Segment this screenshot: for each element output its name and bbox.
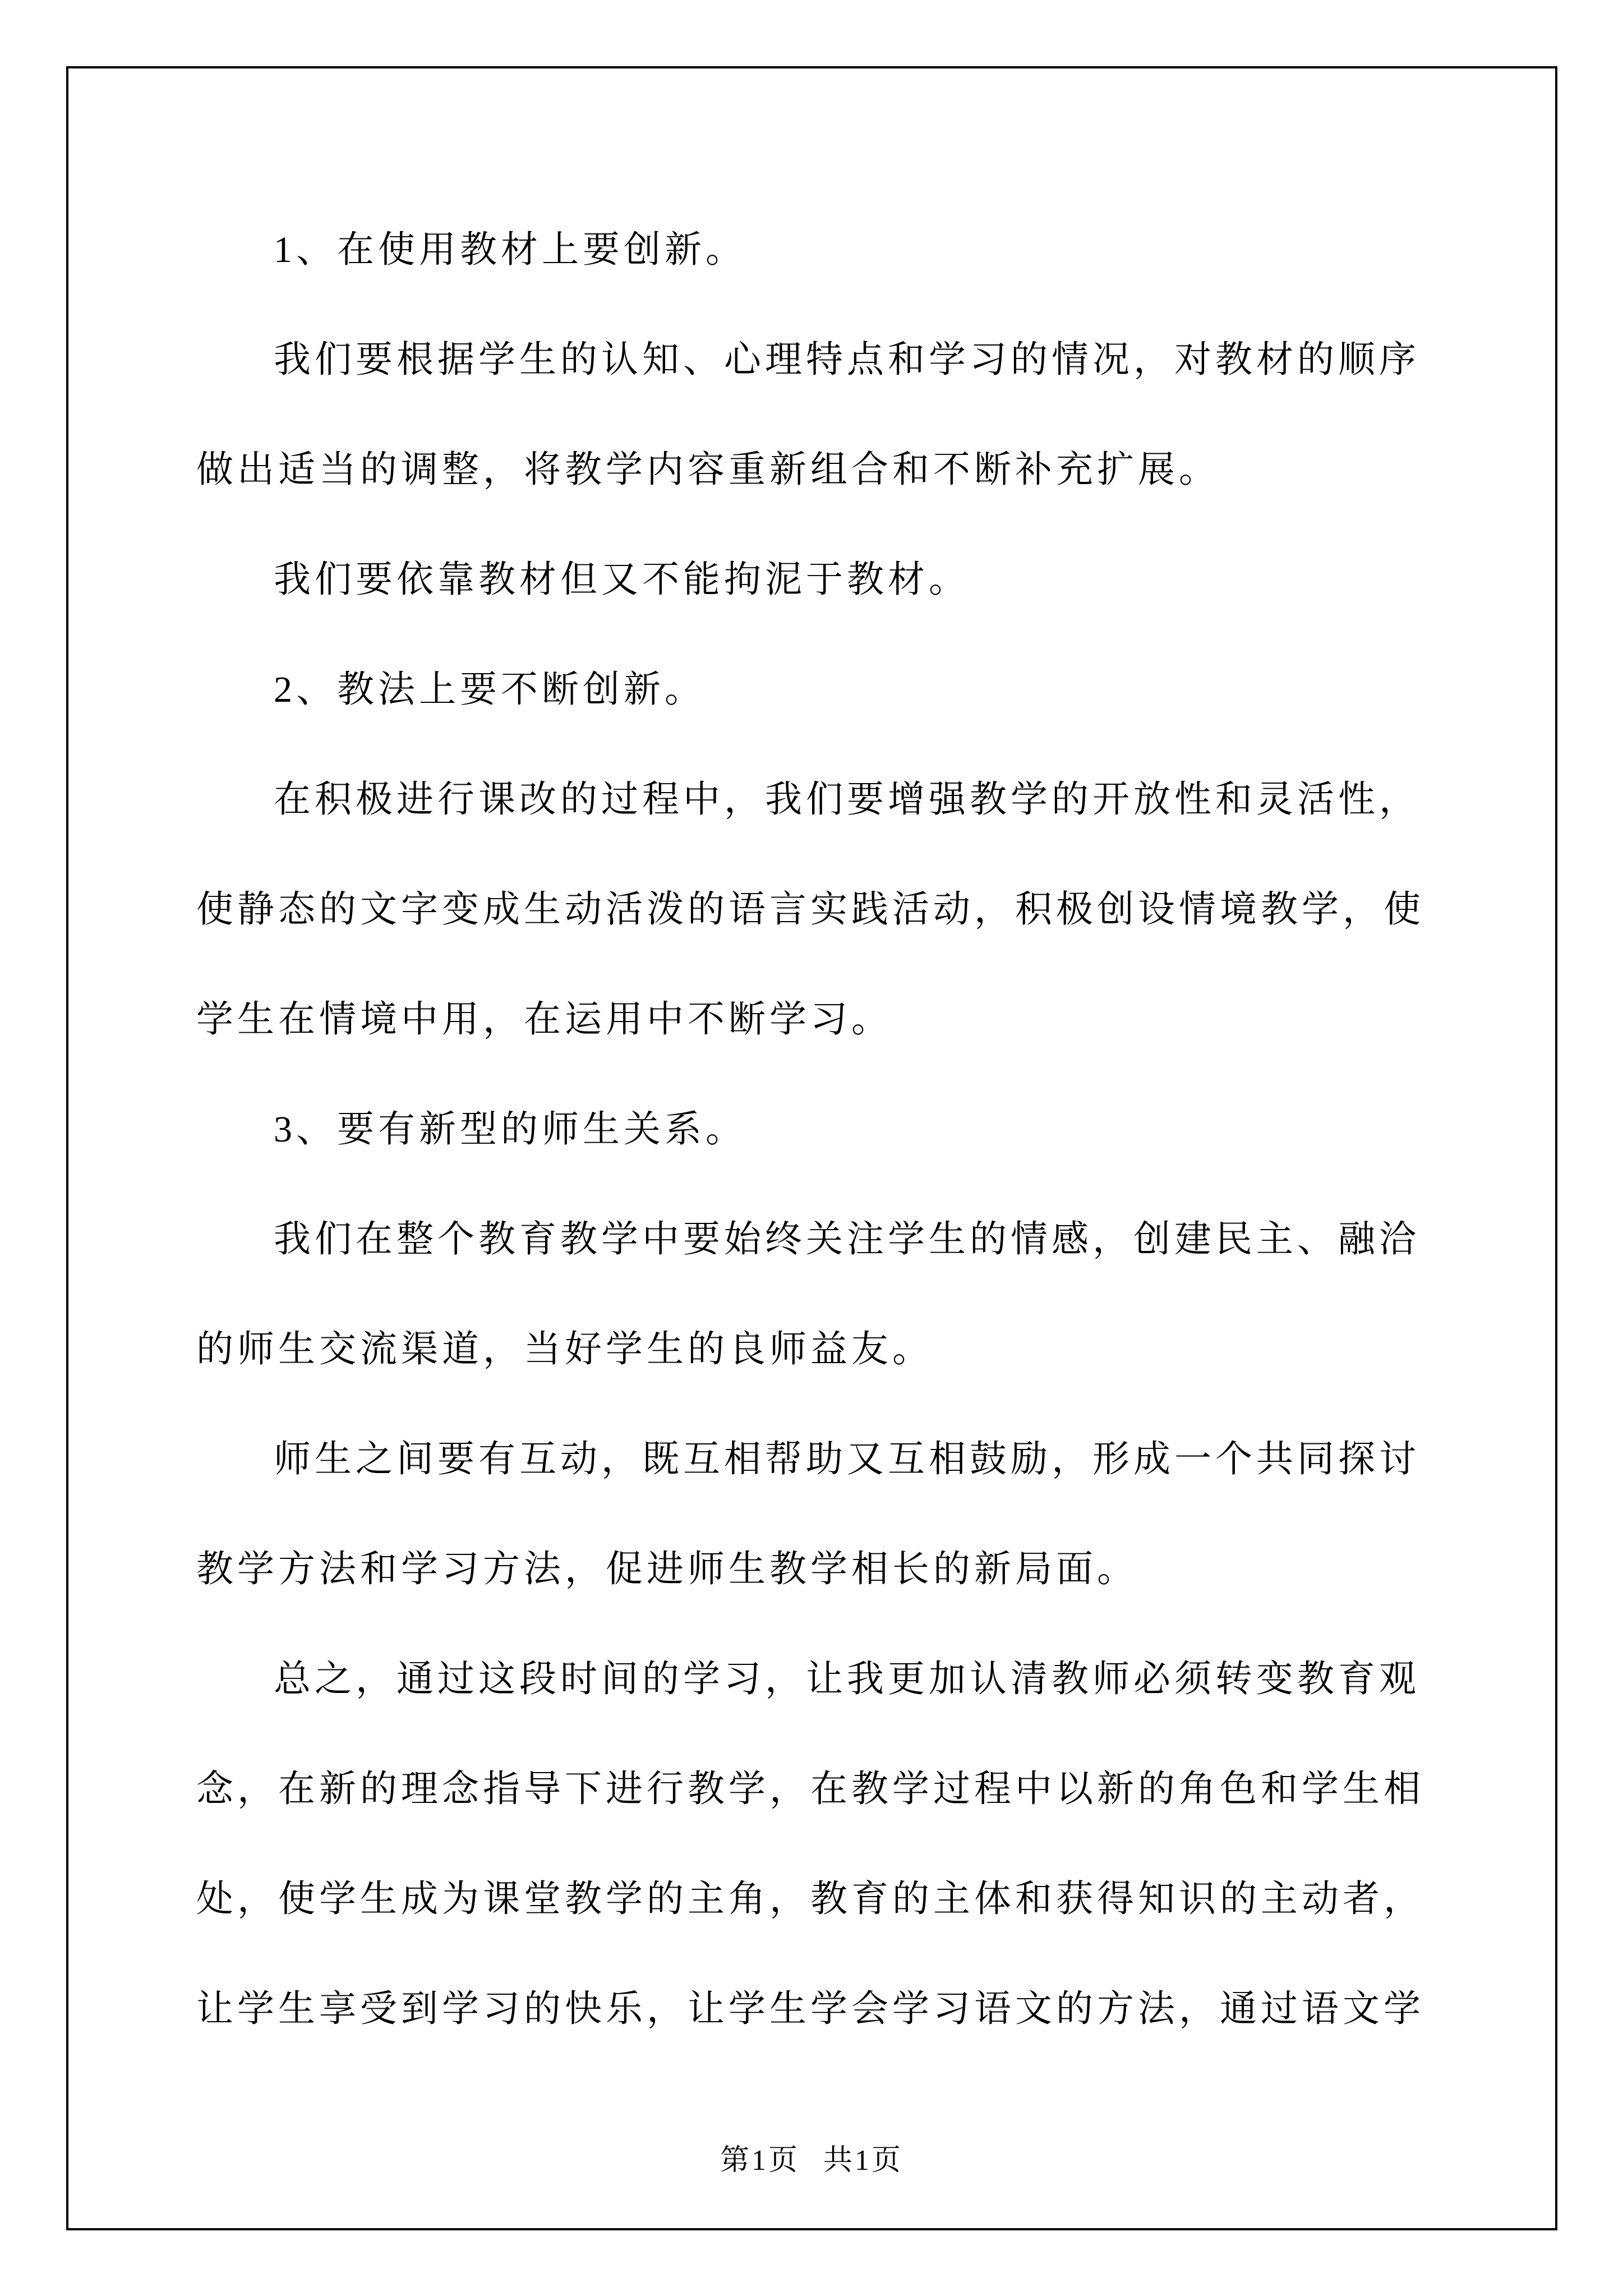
text-line: 1、在使用教材上要创新。 (274, 229, 746, 270)
text-line: 念，在新的理念指导下进行教学，在教学过程中以新的角色和学生相 (196, 1769, 1424, 1810)
page-count: 共1页 (823, 2145, 903, 2177)
text-line: 我们在整个教育教学中要始终关注学生的情感，创建民主、融洽 (274, 1219, 1420, 1260)
page-footer (0, 2136, 1623, 2178)
text-line: 我们要依靠教材但又不能拘泥于教材。 (274, 559, 970, 600)
text-line: 在积极进行课改的过程中，我们要增强教学的开放性和灵活性， (274, 779, 1420, 820)
text-line: 2、教法上要不断创新。 (274, 669, 706, 710)
text-line: 学生在情境中用，在运用中不断学习。 (196, 999, 892, 1040)
text-line: 教学方法和学习方法，促进师生教学相长的新局面。 (196, 1549, 1138, 1590)
text-line: 使静态的文字变成生动活泼的语言实践活动，积极创设情境教学，使 (196, 889, 1424, 930)
text-line: 做出适当的调整，将教学内容重新组合和不断补充扩展。 (196, 449, 1220, 490)
text-line: 总之，通过这段时间的学习，让我更加认清教师必须转变教育观 (274, 1659, 1420, 1700)
document-body (196, 195, 1428, 2064)
text-line: 处，使学生成为课堂教学的主角，教育的主体和获得知识的主动者， (196, 1879, 1424, 1920)
text-line: 3、要有新型的师生关系。 (274, 1109, 746, 1150)
page-number: 第1页 (720, 2145, 800, 2177)
text-line: 的师生交流渠道，当好学生的良师益友。 (196, 1329, 933, 1370)
text-line: 让学生享受到学习的快乐，让学生学会学习语文的方法，通过语文学 (196, 1989, 1424, 2030)
text-line: 我们要根据学生的认知、心理特点和学习的情况，对教材的顺序 (274, 339, 1420, 380)
text-line: 师生之间要有互动，既互相帮助又互相鼓励，形成一个共同探讨 (274, 1439, 1420, 1480)
